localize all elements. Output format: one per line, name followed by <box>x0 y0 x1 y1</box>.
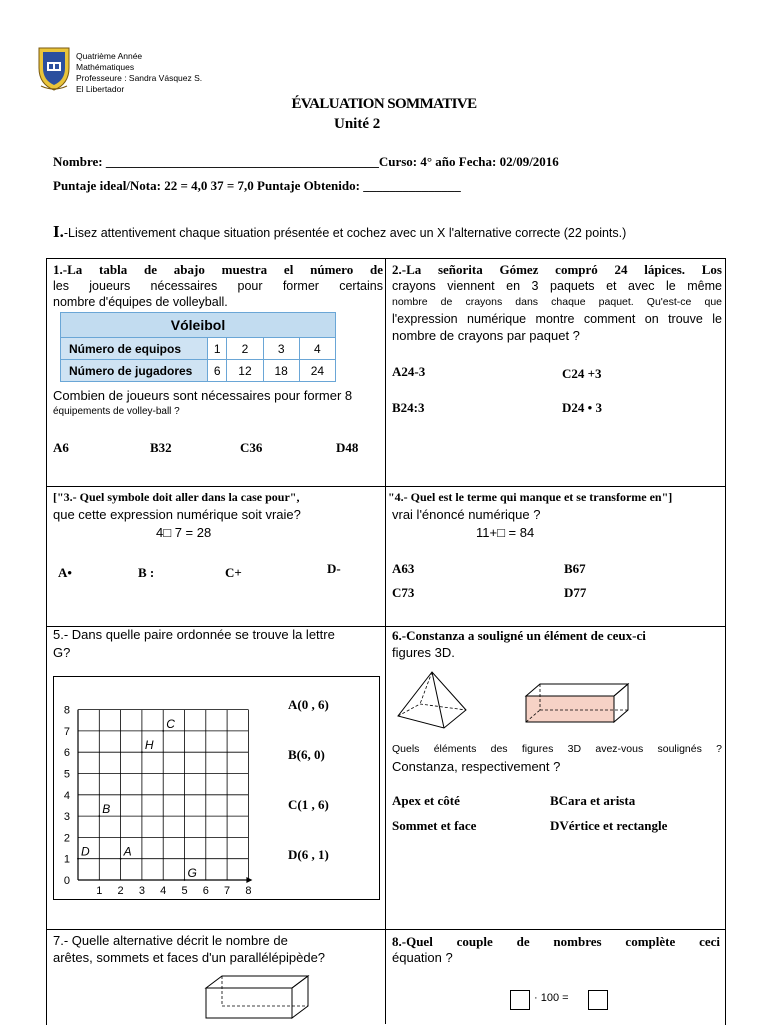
q3-option-c[interactable]: C+ <box>225 565 242 580</box>
q2-option-d[interactable]: D24 • 3 <box>562 400 602 415</box>
q4-heading: "4.- Quel est le terme qui manque et se transforme en"] <box>388 490 673 504</box>
q4-option-c[interactable]: C73 <box>392 585 415 600</box>
q5-heading: 5.- Dans quelle paire ordonnée se trouve la lettre <box>53 627 335 642</box>
y-tick-label: 0 <box>63 875 70 887</box>
q3-text-line2: que cette expression numérique soit vraie? <box>53 507 301 522</box>
y-tick-label: 5 <box>63 768 70 781</box>
q2-text-line2: crayons viennent en 3 paquets et avec le même <box>392 279 722 293</box>
point-label-h: H <box>144 738 154 753</box>
instruction-text: -Lisez attentivement chaque situation présentée et cochez avec un X l'alternative correcte (22 points.) <box>63 226 627 240</box>
table-cell: 2 <box>227 338 263 360</box>
x-tick-label: 1 <box>96 885 103 897</box>
highlighted-face <box>526 696 614 722</box>
y-tick-label: 8 <box>63 704 70 717</box>
point-marker <box>184 879 186 881</box>
table-cell: 3 <box>263 338 299 360</box>
q5-option-a[interactable]: A(0 , 6) <box>288 697 329 712</box>
q8-blank-box-2[interactable] <box>588 990 608 1010</box>
q6-option-d[interactable]: DVértice et rectangle <box>550 818 668 833</box>
y-tick-label: 7 <box>63 725 70 738</box>
q4-option-a[interactable]: A63 <box>392 561 415 576</box>
parallelepiped-figure <box>202 972 312 1022</box>
q8-blank-box-1[interactable] <box>510 990 530 1010</box>
table-row <box>61 360 336 382</box>
point-marker <box>77 858 79 860</box>
x-tick-label: 2 <box>117 885 124 897</box>
grid-divider-row3 <box>46 929 726 930</box>
q6-option-b[interactable]: BCara et arista <box>550 793 636 808</box>
q3-heading: ["3.- Quel symbole doit aller dans la case pour", <box>53 490 300 504</box>
q6-question-line2: Constanza, respectivement ? <box>392 759 561 774</box>
q1-question: Combien de joueurs sont nécessaires pour former 8 <box>53 388 353 403</box>
point-marker <box>162 730 164 732</box>
point-label-c: C <box>166 716 175 731</box>
q6-option-c[interactable]: Sommet et face <box>392 818 477 833</box>
q1-option-d[interactable]: D48 <box>336 440 359 455</box>
q4-equation: 11+□ = 84 <box>476 525 535 540</box>
q7-text-line2: arêtes, sommets et faces d'un parallélépipède? <box>53 950 326 965</box>
q3-option-a[interactable]: A• <box>58 565 72 580</box>
q7-heading: 7.- Quelle alternative décrit le nombre de <box>53 933 288 948</box>
table-cell: 12 <box>227 360 263 382</box>
q5-option-c[interactable]: C(1 , 6) <box>288 797 329 812</box>
score-line: Puntaje ideal/Nota: 22 = 4,0 37 = 7,0 Puntaje Obtenido: _______________ <box>53 178 461 193</box>
q2-text-line3: nombre de crayons dans chaque paquet. Qu'est-ce que <box>392 296 722 308</box>
q2-heading: 2.-La señorita Gómez compró 24 lápices. Los <box>392 262 722 277</box>
x-tick-label: 8 <box>245 885 252 897</box>
q3-equation: 4□ 7 = 28 <box>156 525 212 540</box>
school-logo <box>36 42 72 92</box>
q1-heading: 1.-La tabla de abajo muestra el número de <box>53 262 383 277</box>
q3-option-b[interactable]: B : <box>138 565 155 580</box>
q2-text-line4: l'expression numérique montre comment on trouve le <box>392 312 722 326</box>
x-tick-label: 3 <box>138 885 145 897</box>
q2-text-line5: nombre de crayons par paquet ? <box>392 328 580 343</box>
q1-option-b[interactable]: B32 <box>150 440 172 455</box>
q3-option-d[interactable]: D- <box>327 561 341 576</box>
q8-heading: 8.-Quel couple de nombres complète ceci <box>392 934 720 949</box>
point-marker <box>98 815 100 817</box>
q1-option-a[interactable]: A6 <box>53 440 69 455</box>
y-tick-label: 3 <box>63 811 70 824</box>
q2-option-c[interactable]: C24 +3 <box>562 366 602 381</box>
q1-option-c[interactable]: C36 <box>240 440 263 455</box>
volleyball-table <box>60 312 336 382</box>
point-label-b: B <box>102 802 111 817</box>
x-tick-label: 7 <box>224 885 231 897</box>
point-marker <box>141 751 143 753</box>
volleyball-table-title: Vóleibol <box>60 312 336 337</box>
grid-divider-row1 <box>46 486 726 487</box>
y-tick-label: 2 <box>63 832 70 845</box>
x-tick-label: 6 <box>202 885 209 897</box>
x-tick-label: 4 <box>160 885 167 897</box>
q6-heading: 6.-Constanza a souligné un élément de ceux-ci <box>392 628 646 643</box>
table-cell: 24 <box>299 360 335 382</box>
grid-divider-vertical <box>385 258 386 1024</box>
header-line-school: El Libertador <box>76 84 125 94</box>
page-title: ÉVALUATION SOMMATIVE <box>291 96 477 112</box>
q5-option-d[interactable]: D(6 , 1) <box>288 847 329 862</box>
q1-text-line3: nombre d'équipes de volleyball. <box>53 295 228 309</box>
q1-question-line2: équipements de volley-ball ? <box>53 406 180 417</box>
table-row-label: Número de jugadores <box>61 360 208 382</box>
x-tick-label: 5 <box>181 885 188 897</box>
q2-option-b[interactable]: B24:3 <box>392 400 425 415</box>
x-axis-arrow <box>246 877 252 883</box>
header-info <box>76 51 202 95</box>
point-label-d: D <box>81 844 90 859</box>
table-row-label: Número de equipos <box>61 338 208 360</box>
name-line: Nombre: __________________________________________Curso: 4° año Fecha: 02/09/2016 <box>53 154 559 169</box>
q2-option-a[interactable]: A24-3 <box>392 364 426 379</box>
q4-option-b[interactable]: B67 <box>564 561 586 576</box>
header-line-subject: Mathématiques <box>76 62 135 72</box>
table-row <box>61 338 336 360</box>
q1-text-line2: les joueurs nécessaires pour former certains <box>53 279 383 293</box>
coordinate-grid <box>54 677 284 899</box>
table-cell: 18 <box>263 360 299 382</box>
table-cell: 1 <box>208 338 227 360</box>
prism-figure <box>518 682 632 726</box>
q8-equation: · 100 = <box>534 992 569 1004</box>
table-cell: 4 <box>299 338 335 360</box>
q6-option-a[interactable]: Apex et côté <box>392 793 460 808</box>
q6-question: Quels éléments des figures 3D avez-vous soulignés ? <box>392 743 722 755</box>
header-line-teacher: Professeure : Sandra Vásquez S. <box>76 73 203 83</box>
y-tick-label: 4 <box>63 789 70 802</box>
instruction-number: I. <box>53 222 64 241</box>
q8-text-line2: équation ? <box>392 950 453 965</box>
q5-text-line2: G? <box>53 645 71 660</box>
point-label-g: G <box>187 866 197 880</box>
page-subtitle: Unité 2 <box>334 116 381 132</box>
q4-text-line2: vrai l'énoncé numérique ? <box>392 507 541 522</box>
point-marker <box>120 858 122 860</box>
q4-option-d[interactable]: D77 <box>564 585 587 600</box>
y-tick-label: 1 <box>63 853 70 866</box>
q5-option-b[interactable]: B(6, 0) <box>288 747 325 762</box>
point-label-a: A <box>123 844 132 859</box>
instructions <box>53 222 626 242</box>
table-cell: 6 <box>208 360 227 382</box>
q6-text-line2: figures 3D. <box>392 645 455 660</box>
y-tick-label: 6 <box>63 747 70 760</box>
pyramid-figure <box>396 670 468 730</box>
header-line-grade: Quatrième Année <box>76 51 143 61</box>
